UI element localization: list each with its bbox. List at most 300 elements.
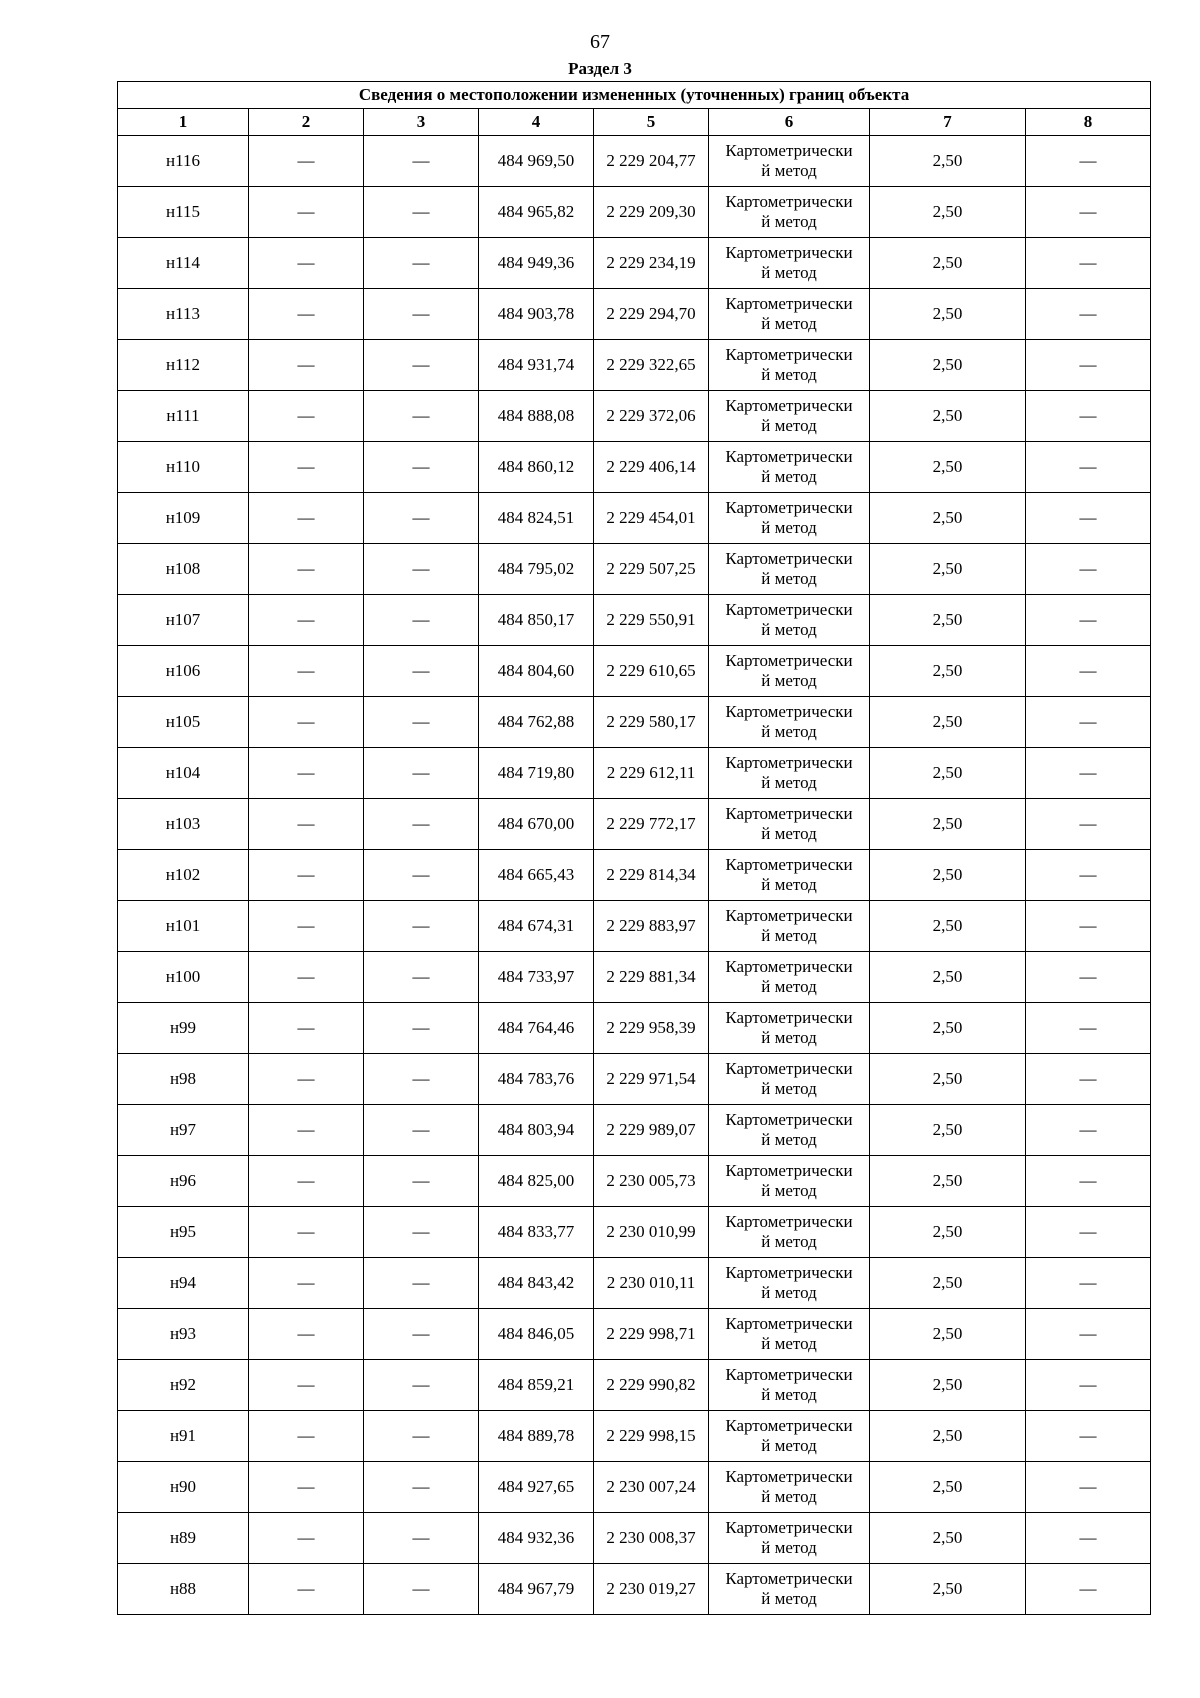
y-coordinate-cell: 2 229 610,65	[594, 646, 709, 697]
empty-cell: —	[249, 748, 364, 799]
method-cell	[709, 1360, 870, 1411]
x-coordinate-cell: 484 825,00	[479, 1156, 594, 1207]
method-text-line1: Картометрически	[725, 243, 853, 262]
empty-cell: —	[1026, 1309, 1151, 1360]
method-text-line1: Картометрически	[725, 1314, 853, 1333]
table-row	[118, 289, 1151, 340]
accuracy-cell: 2,50	[870, 799, 1026, 850]
empty-cell: —	[364, 442, 479, 493]
section-title: Раздел 3	[568, 59, 632, 78]
point-number-cell: н103	[118, 799, 249, 850]
method-text-line2: й метод	[761, 1232, 817, 1251]
table-row	[118, 901, 1151, 952]
table-row	[118, 646, 1151, 697]
x-coordinate-cell: 484 833,77	[479, 1207, 594, 1258]
empty-cell: —	[364, 697, 479, 748]
method-cell	[709, 1309, 870, 1360]
accuracy-cell: 2,50	[870, 1564, 1026, 1615]
empty-cell: —	[364, 1411, 479, 1462]
method-cell	[709, 544, 870, 595]
x-coordinate-cell: 484 795,02	[479, 544, 594, 595]
method-text-line2: й метод	[761, 671, 817, 690]
accuracy-cell: 2,50	[870, 595, 1026, 646]
empty-cell: —	[1026, 1258, 1151, 1309]
empty-cell: —	[1026, 1003, 1151, 1054]
y-coordinate-cell: 2 230 005,73	[594, 1156, 709, 1207]
accuracy-cell: 2,50	[870, 697, 1026, 748]
table-row	[118, 1054, 1151, 1105]
empty-cell: —	[364, 1003, 479, 1054]
empty-cell: —	[1026, 136, 1151, 187]
method-text-line2: й метод	[761, 1538, 817, 1557]
method-text-line1: Картометрически	[725, 1110, 853, 1129]
y-coordinate-cell: 2 230 010,99	[594, 1207, 709, 1258]
method-cell	[709, 238, 870, 289]
table-row	[118, 1564, 1151, 1615]
method-cell	[709, 493, 870, 544]
accuracy-cell: 2,50	[870, 136, 1026, 187]
point-number-cell: н112	[118, 340, 249, 391]
x-coordinate-cell: 484 804,60	[479, 646, 594, 697]
table-row	[118, 391, 1151, 442]
point-number-cell: н95	[118, 1207, 249, 1258]
method-text-line2: й метод	[761, 1436, 817, 1455]
x-coordinate-cell: 484 670,00	[479, 799, 594, 850]
table-row	[118, 1003, 1151, 1054]
point-number-cell: н96	[118, 1156, 249, 1207]
y-coordinate-cell: 2 230 007,24	[594, 1462, 709, 1513]
accuracy-cell: 2,50	[870, 1054, 1026, 1105]
x-coordinate-cell: 484 665,43	[479, 850, 594, 901]
empty-cell: —	[364, 799, 479, 850]
table-row	[118, 697, 1151, 748]
empty-cell: —	[1026, 544, 1151, 595]
empty-cell: —	[364, 187, 479, 238]
point-number-cell: н106	[118, 646, 249, 697]
method-cell	[709, 748, 870, 799]
x-coordinate-cell: 484 965,82	[479, 187, 594, 238]
table-row	[118, 136, 1151, 187]
accuracy-cell: 2,50	[870, 1462, 1026, 1513]
table-row	[118, 442, 1151, 493]
empty-cell: —	[1026, 1360, 1151, 1411]
table-row	[118, 1411, 1151, 1462]
method-text-line1: Картометрически	[725, 294, 853, 313]
point-number-cell: н107	[118, 595, 249, 646]
method-text-line1: Картометрически	[725, 702, 853, 721]
column-header: 4	[479, 109, 594, 136]
accuracy-cell: 2,50	[870, 187, 1026, 238]
accuracy-cell: 2,50	[870, 238, 1026, 289]
table-row	[118, 187, 1151, 238]
method-text-line1: Картометрически	[725, 1161, 853, 1180]
column-header: 3	[364, 109, 479, 136]
empty-cell: —	[1026, 850, 1151, 901]
point-number-cell: н99	[118, 1003, 249, 1054]
point-number-cell: н94	[118, 1258, 249, 1309]
empty-cell: —	[364, 391, 479, 442]
y-coordinate-cell: 2 229 883,97	[594, 901, 709, 952]
method-text-line2: й метод	[761, 722, 817, 741]
table-row	[118, 1207, 1151, 1258]
empty-cell: —	[249, 1360, 364, 1411]
empty-cell: —	[249, 136, 364, 187]
method-text-line2: й метод	[761, 1385, 817, 1404]
empty-cell: —	[1026, 1462, 1151, 1513]
accuracy-cell: 2,50	[870, 748, 1026, 799]
empty-cell: —	[364, 1462, 479, 1513]
empty-cell: —	[249, 187, 364, 238]
method-text-line2: й метод	[761, 212, 817, 231]
empty-cell: —	[249, 697, 364, 748]
empty-cell: —	[249, 1105, 364, 1156]
empty-cell: —	[364, 1156, 479, 1207]
x-coordinate-cell: 484 764,46	[479, 1003, 594, 1054]
accuracy-cell: 2,50	[870, 1309, 1026, 1360]
method-text-line1: Картометрически	[725, 600, 853, 619]
accuracy-cell: 2,50	[870, 544, 1026, 595]
method-cell	[709, 901, 870, 952]
method-cell	[709, 391, 870, 442]
y-coordinate-cell: 2 229 234,19	[594, 238, 709, 289]
point-number-cell: н114	[118, 238, 249, 289]
method-text-line2: й метод	[761, 875, 817, 894]
method-cell	[709, 1003, 870, 1054]
y-coordinate-cell: 2 229 772,17	[594, 799, 709, 850]
method-text-line2: й метод	[761, 161, 817, 180]
y-coordinate-cell: 2 229 204,77	[594, 136, 709, 187]
method-cell	[709, 1156, 870, 1207]
method-text-line1: Картометрически	[725, 1416, 853, 1435]
empty-cell: —	[1026, 1411, 1151, 1462]
method-text-line2: й метод	[761, 365, 817, 384]
method-text-line2: й метод	[761, 773, 817, 792]
y-coordinate-cell: 2 229 507,25	[594, 544, 709, 595]
accuracy-cell: 2,50	[870, 1105, 1026, 1156]
method-text-line1: Картометрически	[725, 1008, 853, 1027]
empty-cell: —	[1026, 442, 1151, 493]
empty-cell: —	[249, 595, 364, 646]
empty-cell: —	[1026, 799, 1151, 850]
method-text-line1: Картометрически	[725, 651, 853, 670]
point-number-cell: н104	[118, 748, 249, 799]
point-number-cell: н92	[118, 1360, 249, 1411]
empty-cell: —	[364, 1513, 479, 1564]
x-coordinate-cell: 484 850,17	[479, 595, 594, 646]
method-text-line1: Картометрически	[725, 1467, 853, 1486]
method-text-line1: Картометрически	[725, 855, 853, 874]
table-row	[118, 952, 1151, 1003]
y-coordinate-cell: 2 229 454,01	[594, 493, 709, 544]
table-row	[118, 493, 1151, 544]
accuracy-cell: 2,50	[870, 442, 1026, 493]
y-coordinate-cell: 2 229 550,91	[594, 595, 709, 646]
method-cell	[709, 1411, 870, 1462]
table-row	[118, 799, 1151, 850]
x-coordinate-cell: 484 719,80	[479, 748, 594, 799]
y-coordinate-cell: 2 229 998,15	[594, 1411, 709, 1462]
method-cell	[709, 697, 870, 748]
empty-cell: —	[364, 901, 479, 952]
table-row	[118, 544, 1151, 595]
x-coordinate-cell: 484 783,76	[479, 1054, 594, 1105]
point-number-cell: н111	[118, 391, 249, 442]
empty-cell: —	[1026, 595, 1151, 646]
empty-cell: —	[249, 544, 364, 595]
method-text-line1: Картометрически	[725, 753, 853, 772]
x-coordinate-cell: 484 888,08	[479, 391, 594, 442]
method-text-line1: Картометрически	[725, 345, 853, 364]
method-cell	[709, 1258, 870, 1309]
page-number: 67	[590, 31, 610, 53]
method-text-line1: Картометрически	[725, 1569, 853, 1588]
x-coordinate-cell: 484 969,50	[479, 136, 594, 187]
accuracy-cell: 2,50	[870, 646, 1026, 697]
empty-cell: —	[364, 340, 479, 391]
accuracy-cell: 2,50	[870, 391, 1026, 442]
column-header: 2	[249, 109, 364, 136]
empty-cell: —	[249, 1564, 364, 1615]
empty-cell: —	[364, 1207, 479, 1258]
method-text-line2: й метод	[761, 1589, 817, 1608]
method-text-line2: й метод	[761, 569, 817, 588]
column-header: 6	[709, 109, 870, 136]
empty-cell: —	[1026, 1054, 1151, 1105]
empty-cell: —	[364, 238, 479, 289]
column-header: 7	[870, 109, 1026, 136]
point-number-cell: н108	[118, 544, 249, 595]
column-header: 5	[594, 109, 709, 136]
empty-cell: —	[364, 289, 479, 340]
accuracy-cell: 2,50	[870, 1003, 1026, 1054]
x-coordinate-cell: 484 733,97	[479, 952, 594, 1003]
empty-cell: —	[1026, 952, 1151, 1003]
empty-cell: —	[1026, 187, 1151, 238]
method-text-line2: й метод	[761, 416, 817, 435]
column-header: 8	[1026, 109, 1151, 136]
point-number-cell: н88	[118, 1564, 249, 1615]
method-text-line2: й метод	[761, 263, 817, 282]
accuracy-cell: 2,50	[870, 1513, 1026, 1564]
table-body	[118, 136, 1151, 1615]
x-coordinate-cell: 484 860,12	[479, 442, 594, 493]
method-cell	[709, 1462, 870, 1513]
empty-cell: —	[249, 493, 364, 544]
method-text-line1: Картометрически	[725, 141, 853, 160]
point-number-cell: н89	[118, 1513, 249, 1564]
empty-cell: —	[1026, 1156, 1151, 1207]
column-header: 1	[118, 109, 249, 136]
method-text-line2: й метод	[761, 926, 817, 945]
accuracy-cell: 2,50	[870, 1411, 1026, 1462]
table-row	[118, 850, 1151, 901]
empty-cell: —	[249, 1207, 364, 1258]
empty-cell: —	[364, 748, 479, 799]
empty-cell: —	[249, 1309, 364, 1360]
point-number-cell: н98	[118, 1054, 249, 1105]
x-coordinate-cell: 484 762,88	[479, 697, 594, 748]
point-number-cell: н109	[118, 493, 249, 544]
empty-cell: —	[249, 1411, 364, 1462]
table-caption: Сведения о местоположении измененных (уточненных) границ объекта	[118, 82, 1151, 109]
table-row	[118, 340, 1151, 391]
method-cell	[709, 1054, 870, 1105]
accuracy-cell: 2,50	[870, 1207, 1026, 1258]
y-coordinate-cell: 2 229 998,71	[594, 1309, 709, 1360]
method-cell	[709, 442, 870, 493]
point-number-cell: н110	[118, 442, 249, 493]
empty-cell: —	[364, 1258, 479, 1309]
accuracy-cell: 2,50	[870, 493, 1026, 544]
y-coordinate-cell: 2 229 580,17	[594, 697, 709, 748]
empty-cell: —	[249, 952, 364, 1003]
empty-cell: —	[1026, 901, 1151, 952]
empty-cell: —	[364, 493, 479, 544]
empty-cell: —	[1026, 289, 1151, 340]
empty-cell: —	[1026, 1513, 1151, 1564]
table-row	[118, 1462, 1151, 1513]
table-row	[118, 748, 1151, 799]
empty-cell: —	[364, 1309, 479, 1360]
method-cell	[709, 1513, 870, 1564]
method-text-line2: й метод	[761, 518, 817, 537]
method-text-line1: Картометрически	[725, 1365, 853, 1384]
empty-cell: —	[364, 646, 479, 697]
accuracy-cell: 2,50	[870, 289, 1026, 340]
table-row	[118, 1360, 1151, 1411]
empty-cell: —	[249, 1513, 364, 1564]
x-coordinate-cell: 484 967,79	[479, 1564, 594, 1615]
x-coordinate-cell: 484 949,36	[479, 238, 594, 289]
y-coordinate-cell: 2 230 019,27	[594, 1564, 709, 1615]
table-row	[118, 1513, 1151, 1564]
method-text-line1: Картометрически	[725, 396, 853, 415]
method-text-line1: Картометрически	[725, 447, 853, 466]
empty-cell: —	[249, 1156, 364, 1207]
y-coordinate-cell: 2 229 322,65	[594, 340, 709, 391]
method-text-line1: Картометрически	[725, 1518, 853, 1537]
x-coordinate-cell: 484 903,78	[479, 289, 594, 340]
empty-cell: —	[1026, 646, 1151, 697]
empty-cell: —	[249, 1003, 364, 1054]
empty-cell: —	[364, 136, 479, 187]
empty-cell: —	[1026, 340, 1151, 391]
method-text-line1: Картометрически	[725, 906, 853, 925]
empty-cell: —	[249, 646, 364, 697]
method-cell	[709, 289, 870, 340]
point-number-cell: н100	[118, 952, 249, 1003]
method-text-line2: й метод	[761, 1079, 817, 1098]
method-cell	[709, 952, 870, 1003]
table-header-row	[118, 109, 1151, 136]
empty-cell: —	[249, 901, 364, 952]
empty-cell: —	[1026, 748, 1151, 799]
accuracy-cell: 2,50	[870, 901, 1026, 952]
point-number-cell: н91	[118, 1411, 249, 1462]
empty-cell: —	[364, 1360, 479, 1411]
method-text-line1: Картометрически	[725, 1212, 853, 1231]
method-cell	[709, 136, 870, 187]
empty-cell: —	[364, 1105, 479, 1156]
method-cell	[709, 1564, 870, 1615]
empty-cell: —	[364, 952, 479, 1003]
method-text-line2: й метод	[761, 977, 817, 996]
point-number-cell: н93	[118, 1309, 249, 1360]
point-number-cell: н102	[118, 850, 249, 901]
empty-cell: —	[364, 1054, 479, 1105]
y-coordinate-cell: 2 229 294,70	[594, 289, 709, 340]
y-coordinate-cell: 2 229 971,54	[594, 1054, 709, 1105]
empty-cell: —	[249, 391, 364, 442]
empty-cell: —	[1026, 238, 1151, 289]
method-text-line2: й метод	[761, 1283, 817, 1302]
method-text-line2: й метод	[761, 1028, 817, 1047]
table-row	[118, 595, 1151, 646]
method-text-line2: й метод	[761, 1334, 817, 1353]
empty-cell: —	[1026, 493, 1151, 544]
y-coordinate-cell: 2 229 989,07	[594, 1105, 709, 1156]
accuracy-cell: 2,50	[870, 1156, 1026, 1207]
boundary-coordinates-table	[117, 81, 1151, 1615]
empty-cell: —	[249, 850, 364, 901]
table-row	[118, 1309, 1151, 1360]
x-coordinate-cell: 484 846,05	[479, 1309, 594, 1360]
empty-cell: —	[249, 238, 364, 289]
x-coordinate-cell: 484 803,94	[479, 1105, 594, 1156]
method-text-line1: Картометрически	[725, 1263, 853, 1282]
point-number-cell: н116	[118, 136, 249, 187]
empty-cell: —	[249, 1054, 364, 1105]
accuracy-cell: 2,50	[870, 1258, 1026, 1309]
method-text-line2: й метод	[761, 314, 817, 333]
accuracy-cell: 2,50	[870, 952, 1026, 1003]
method-text-line1: Картометрически	[725, 549, 853, 568]
x-coordinate-cell: 484 931,74	[479, 340, 594, 391]
empty-cell: —	[1026, 1105, 1151, 1156]
y-coordinate-cell: 2 229 881,34	[594, 952, 709, 1003]
method-cell	[709, 1207, 870, 1258]
method-cell	[709, 646, 870, 697]
y-coordinate-cell: 2 229 406,14	[594, 442, 709, 493]
method-text-line1: Картометрически	[725, 957, 853, 976]
empty-cell: —	[364, 1564, 479, 1615]
accuracy-cell: 2,50	[870, 1360, 1026, 1411]
x-coordinate-cell: 484 859,21	[479, 1360, 594, 1411]
y-coordinate-cell: 2 229 814,34	[594, 850, 709, 901]
x-coordinate-cell: 484 927,65	[479, 1462, 594, 1513]
table-row	[118, 1258, 1151, 1309]
method-cell	[709, 1105, 870, 1156]
table-row	[118, 238, 1151, 289]
x-coordinate-cell: 484 674,31	[479, 901, 594, 952]
method-cell	[709, 187, 870, 238]
empty-cell: —	[249, 340, 364, 391]
x-coordinate-cell: 484 824,51	[479, 493, 594, 544]
empty-cell: —	[364, 544, 479, 595]
point-number-cell: н113	[118, 289, 249, 340]
empty-cell: —	[249, 442, 364, 493]
method-cell	[709, 850, 870, 901]
y-coordinate-cell: 2 229 612,11	[594, 748, 709, 799]
method-text-line1: Картометрически	[725, 498, 853, 517]
point-number-cell: н90	[118, 1462, 249, 1513]
method-text-line2: й метод	[761, 1130, 817, 1149]
method-text-line1: Картометрически	[725, 1059, 853, 1078]
y-coordinate-cell: 2 229 372,06	[594, 391, 709, 442]
y-coordinate-cell: 2 230 010,11	[594, 1258, 709, 1309]
point-number-cell: н105	[118, 697, 249, 748]
y-coordinate-cell: 2 229 990,82	[594, 1360, 709, 1411]
